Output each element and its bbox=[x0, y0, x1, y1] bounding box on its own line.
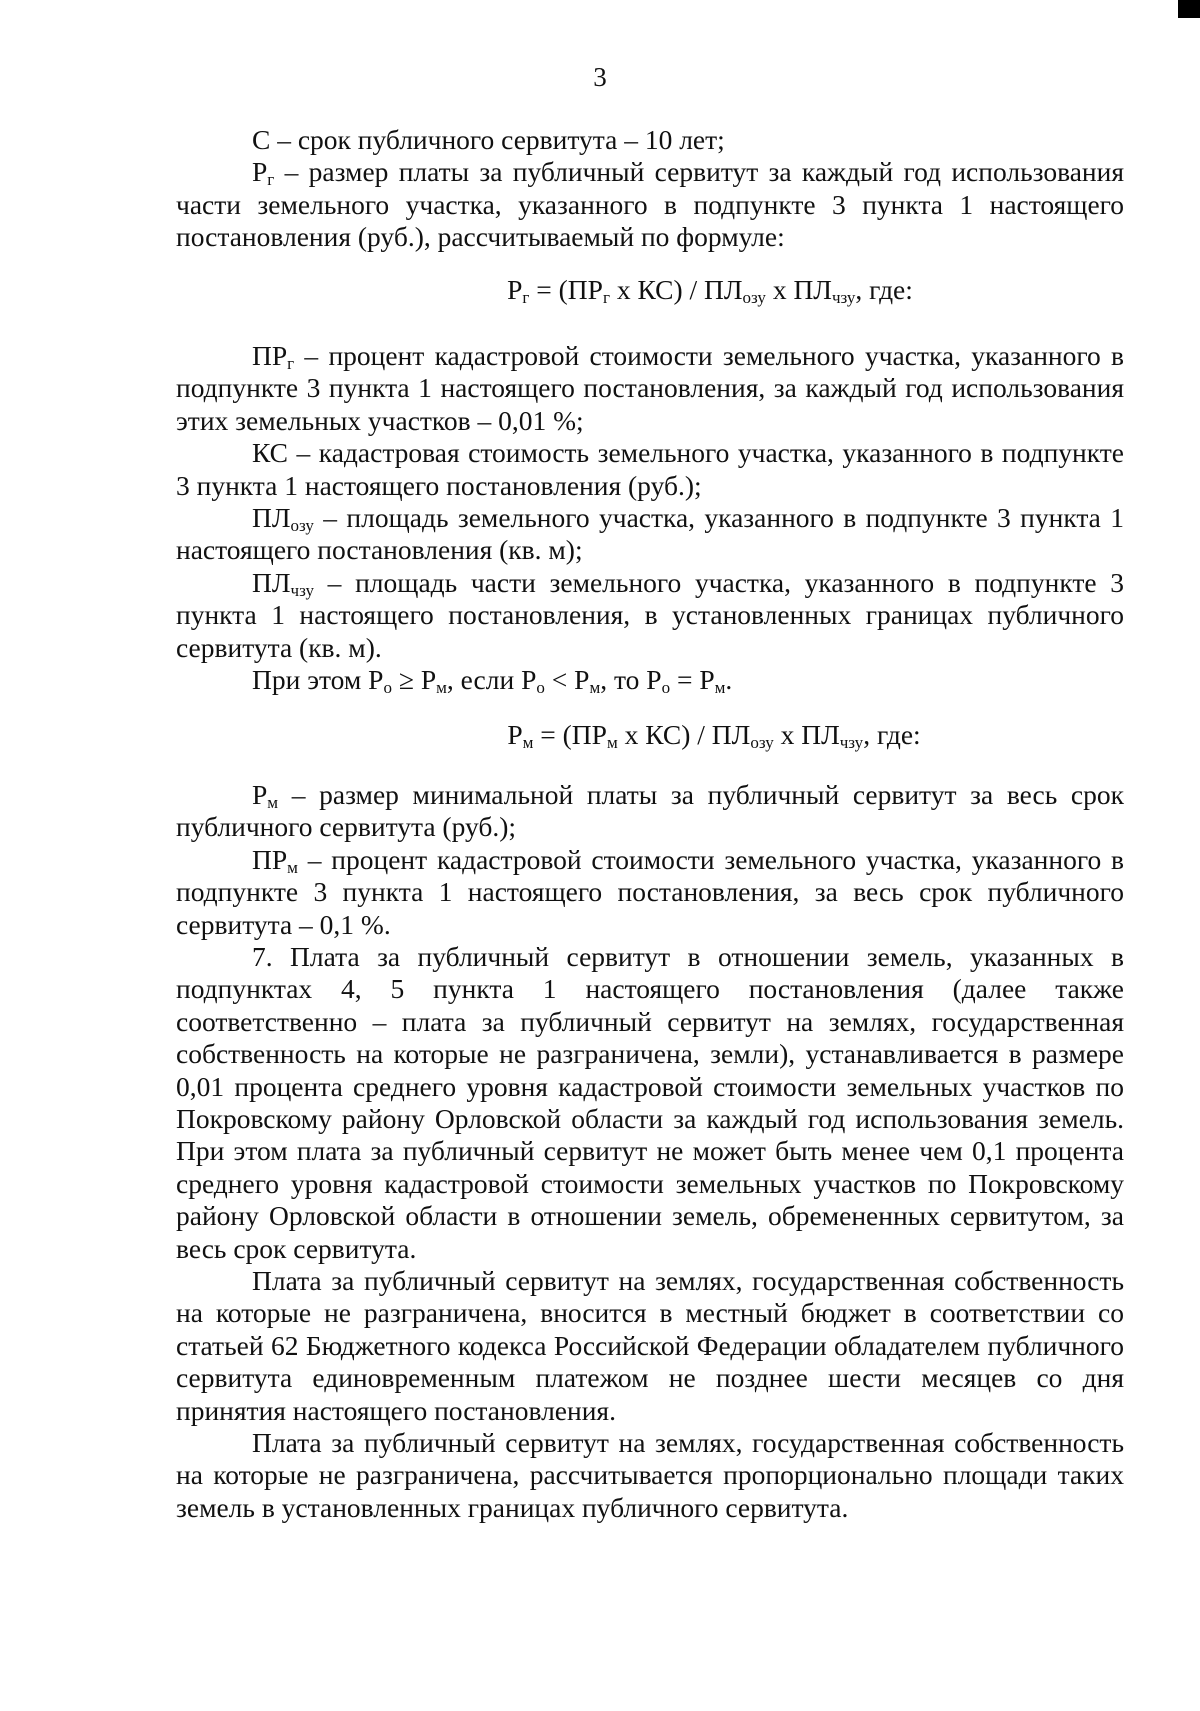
subscript: м bbox=[436, 677, 447, 697]
formula-subscript: чзу bbox=[839, 732, 864, 752]
formula-part: Р bbox=[507, 273, 523, 305]
subscript: о bbox=[383, 677, 392, 697]
formula-part: , где: bbox=[855, 273, 913, 305]
text-part: , то Р bbox=[600, 664, 662, 696]
formula-subscript: м bbox=[606, 732, 618, 752]
paragraph-term-pg bbox=[176, 156, 1124, 253]
subscript: м bbox=[714, 677, 726, 697]
symbol: Р bbox=[252, 778, 268, 810]
symbol-subscript: м bbox=[267, 792, 279, 812]
subscript: о bbox=[661, 677, 671, 697]
text-part: = Р bbox=[670, 664, 715, 696]
definition-text: – процент кадастровой стоимости земельного участка, указанного в подпункте 3 пункта 1 настоящего постановления, за каждый год использования этих земельных участков – 0,01 %; bbox=[176, 340, 1124, 436]
formula-part: = (ПР bbox=[533, 718, 607, 750]
paragraph-item-7: 7. Плата за публичный сервитут в отношении земель, указанных в подпунктах 4, 5 пункта 1 настоящего постановления (далее также соответственно – плата за публичный сервитут на землях, государственная собственность на которые не разграничена, земли), устанавливается в размере 0,01 процента среднего уровня кадастровой стоимости земельных участков по Покровскому району Орловской области за каждый год использования земель. При этом плата за публичный сервитут не может быть менее чем 0,1 процента среднего уровня кадастровой стоимости земельных участков по Покровскому району Орловской области в отношении земель, обремененных сервитутом, за весь срок сервитута. bbox=[176, 940, 1124, 1264]
paragraph-term-prm bbox=[176, 844, 1124, 941]
text-part: , если Р bbox=[446, 664, 537, 696]
paragraph-term-pm bbox=[176, 779, 1124, 844]
symbol-subscript: озу bbox=[290, 515, 314, 535]
symbol-subscript: г bbox=[267, 170, 275, 190]
symbol: ПР bbox=[252, 843, 288, 875]
paragraph-term-plozu bbox=[176, 502, 1124, 567]
symbol: Р bbox=[252, 156, 268, 188]
formula-part: х КС) / ПЛ bbox=[609, 273, 743, 305]
definition-text: – площадь земельного участка, указанного в подпункте 3 пункта 1 настоящего постановления (кв. м); bbox=[176, 502, 1124, 566]
subscript: о bbox=[536, 677, 545, 697]
formula-annual-fee bbox=[176, 274, 1124, 306]
paragraph-term-prg bbox=[176, 340, 1124, 437]
subscript: м bbox=[589, 677, 601, 697]
text-part: При этом Р bbox=[252, 664, 384, 696]
symbol-subscript: чзу bbox=[290, 580, 314, 600]
formula-subscript: озу bbox=[750, 732, 774, 752]
definition-text: – размер платы за публичный сервитут за каждый год использования части земельного участка, указанного в подпункте 3 пункта 1 настоящего постановления (руб.), рассчитываемый по формуле: bbox=[176, 156, 1124, 253]
definition-text: – размер минимальной платы за публичный сервитут за весь срок публичного сервитута (руб.); bbox=[176, 778, 1124, 843]
text-part: ≥ Р bbox=[391, 664, 437, 696]
paragraph-payment-proportional: Плата за публичный сервитут на землях, государственная собственность на которые не разграничена, рассчитывается пропорционально площади таких земель в установленных границах публичного сервитута. bbox=[176, 1427, 1124, 1523]
symbol-subscript: г bbox=[287, 353, 295, 373]
formula-part: Р bbox=[507, 718, 523, 750]
formula-subscript: чзу bbox=[831, 287, 856, 307]
paragraph-payment-budget: Плата за публичный сервитут на землях, государственная собственность на которые не разграничена, вносится в местный бюджет в соответствии со статьей 62 Бюджетного кодекса Российской Федерации обладателем публичного сервитута единовременным платежом не позднее шести месяцев со дня принятия настоящего постановления. bbox=[176, 1265, 1124, 1426]
definition-text: – процент кадастровой стоимости земельного участка, указанного в подпункте 3 пункта 1 настоящего постановления, за весь срок публичного сервитута – 0,1 %. bbox=[176, 843, 1124, 940]
symbol: ПР bbox=[252, 340, 288, 372]
definition-text: – площадь части земельного участка, указанного в подпункте 3 пункта 1 настоящего постановления, в установленных границах публичного сервитута (кв. м). bbox=[176, 566, 1124, 663]
formula-part: х ПЛ bbox=[773, 718, 840, 750]
symbol: ПЛ bbox=[252, 502, 291, 534]
formula-part: х КС) / ПЛ bbox=[617, 718, 751, 750]
paragraph-condition bbox=[176, 664, 1124, 696]
formula-subscript: г bbox=[602, 287, 610, 307]
formula-part: х ПЛ bbox=[765, 273, 832, 305]
formula-subscript: г bbox=[522, 287, 530, 307]
formula-part: , где: bbox=[863, 718, 921, 750]
formula-subscript: м bbox=[522, 732, 534, 752]
page-number: 3 bbox=[593, 62, 607, 92]
symbol: ПЛ bbox=[252, 566, 291, 598]
paragraph-term-c: С – срок публичного сервитута – 10 лет; bbox=[252, 124, 725, 155]
formula-part: = (ПР bbox=[529, 273, 603, 305]
paragraph-term-plchzu bbox=[176, 567, 1124, 664]
paragraph-term-ks: КС – кадастровая стоимость земельного участка, указанного в подпункте 3 пункта 1 настоящего постановления (руб.); bbox=[176, 437, 1124, 501]
formula-subscript: озу bbox=[742, 287, 766, 307]
symbol-subscript: м bbox=[287, 857, 298, 877]
scan-corner-mark bbox=[1178, 0, 1200, 18]
document-body bbox=[176, 124, 1124, 1524]
formula-minimum-fee bbox=[176, 719, 1124, 751]
text-part: . bbox=[725, 664, 733, 696]
text-part: < Р bbox=[544, 664, 590, 696]
